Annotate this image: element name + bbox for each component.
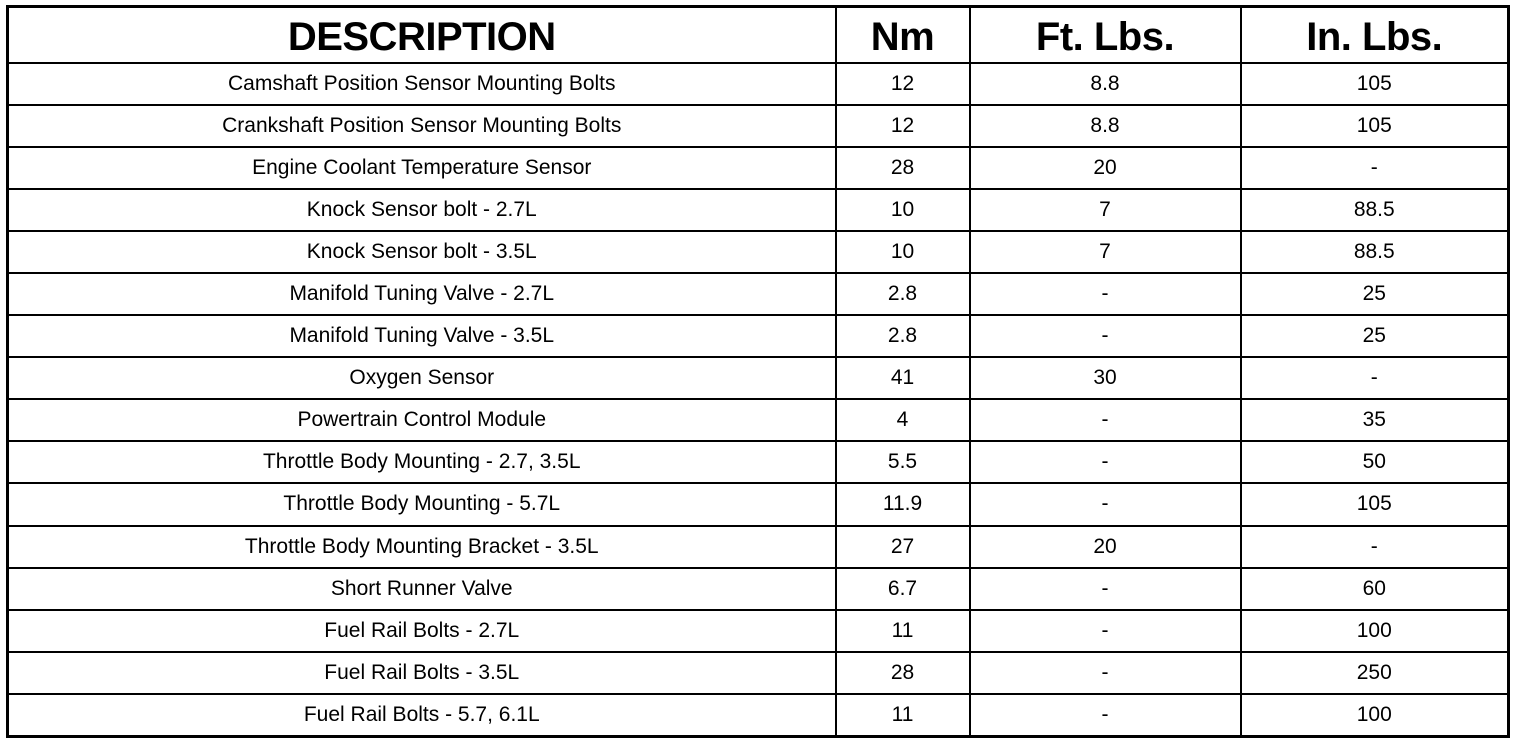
table-row xyxy=(8,526,1509,568)
cell-description: Fuel Rail Bolts - 2.7L xyxy=(8,610,836,652)
cell-in-lbs: 250 xyxy=(1241,652,1509,694)
table-row xyxy=(8,315,1509,357)
cell-description: Fuel Rail Bolts - 5.7, 6.1L xyxy=(8,694,836,737)
cell-in-lbs: 105 xyxy=(1241,63,1509,105)
cell-ft-lbs: - xyxy=(970,610,1241,652)
cell-ft-lbs: - xyxy=(970,568,1241,610)
cell-in-lbs: - xyxy=(1241,526,1509,568)
cell-in-lbs: 25 xyxy=(1241,315,1509,357)
table-row xyxy=(8,63,1509,105)
cell-description: Powertrain Control Module xyxy=(8,399,836,441)
cell-ft-lbs: 7 xyxy=(970,231,1241,273)
cell-in-lbs: 35 xyxy=(1241,399,1509,441)
cell-description: Camshaft Position Sensor Mounting Bolts xyxy=(8,63,836,105)
table-row xyxy=(8,231,1509,273)
cell-nm: 2.8 xyxy=(836,273,970,315)
cell-in-lbs: 88.5 xyxy=(1241,189,1509,231)
cell-description: Manifold Tuning Valve - 2.7L xyxy=(8,273,836,315)
cell-ft-lbs: 8.8 xyxy=(970,105,1241,147)
table-row xyxy=(8,441,1509,483)
cell-nm: 11 xyxy=(836,694,970,737)
table-row xyxy=(8,652,1509,694)
table-row xyxy=(8,147,1509,189)
cell-nm: 28 xyxy=(836,652,970,694)
cell-nm: 10 xyxy=(836,189,970,231)
cell-nm: 11.9 xyxy=(836,483,970,525)
cell-ft-lbs: - xyxy=(970,399,1241,441)
header-ft-lbs: Ft. Lbs. xyxy=(970,7,1241,64)
table-row xyxy=(8,694,1509,737)
cell-in-lbs: 100 xyxy=(1241,610,1509,652)
cell-ft-lbs: 20 xyxy=(970,526,1241,568)
cell-description: Manifold Tuning Valve - 3.5L xyxy=(8,315,836,357)
cell-nm: 4 xyxy=(836,399,970,441)
table-row xyxy=(8,189,1509,231)
header-nm: Nm xyxy=(836,7,970,64)
table-body xyxy=(8,63,1509,737)
cell-ft-lbs: - xyxy=(970,652,1241,694)
cell-in-lbs: 88.5 xyxy=(1241,231,1509,273)
cell-ft-lbs: - xyxy=(970,315,1241,357)
cell-nm: 10 xyxy=(836,231,970,273)
table-row xyxy=(8,610,1509,652)
cell-in-lbs: 50 xyxy=(1241,441,1509,483)
table-row xyxy=(8,357,1509,399)
cell-description: Short Runner Valve xyxy=(8,568,836,610)
cell-in-lbs: 60 xyxy=(1241,568,1509,610)
cell-nm: 5.5 xyxy=(836,441,970,483)
torque-spec-table xyxy=(6,5,1510,738)
cell-ft-lbs: 7 xyxy=(970,189,1241,231)
cell-ft-lbs: 8.8 xyxy=(970,63,1241,105)
cell-nm: 6.7 xyxy=(836,568,970,610)
header-description: DESCRIPTION xyxy=(8,7,836,64)
cell-ft-lbs: 20 xyxy=(970,147,1241,189)
cell-ft-lbs: 30 xyxy=(970,357,1241,399)
cell-in-lbs: 105 xyxy=(1241,483,1509,525)
header-in-lbs: In. Lbs. xyxy=(1241,7,1509,64)
table-row xyxy=(8,568,1509,610)
cell-in-lbs: - xyxy=(1241,357,1509,399)
cell-description: Fuel Rail Bolts - 3.5L xyxy=(8,652,836,694)
cell-in-lbs: 100 xyxy=(1241,694,1509,737)
cell-ft-lbs: - xyxy=(970,441,1241,483)
cell-ft-lbs: - xyxy=(970,694,1241,737)
torque-spec-sheet xyxy=(6,5,1507,738)
table-row xyxy=(8,105,1509,147)
cell-ft-lbs: - xyxy=(970,273,1241,315)
cell-description: Crankshaft Position Sensor Mounting Bolts xyxy=(8,105,836,147)
cell-nm: 12 xyxy=(836,63,970,105)
cell-nm: 11 xyxy=(836,610,970,652)
cell-in-lbs: 25 xyxy=(1241,273,1509,315)
cell-ft-lbs: - xyxy=(970,483,1241,525)
cell-nm: 41 xyxy=(836,357,970,399)
cell-in-lbs: 105 xyxy=(1241,105,1509,147)
cell-description: Engine Coolant Temperature Sensor xyxy=(8,147,836,189)
cell-description: Knock Sensor bolt - 3.5L xyxy=(8,231,836,273)
cell-description: Throttle Body Mounting - 2.7, 3.5L xyxy=(8,441,836,483)
cell-in-lbs: - xyxy=(1241,147,1509,189)
table-row xyxy=(8,273,1509,315)
table-row xyxy=(8,483,1509,525)
cell-nm: 2.8 xyxy=(836,315,970,357)
cell-description: Throttle Body Mounting - 5.7L xyxy=(8,483,836,525)
cell-nm: 27 xyxy=(836,526,970,568)
cell-nm: 28 xyxy=(836,147,970,189)
cell-nm: 12 xyxy=(836,105,970,147)
table-row xyxy=(8,399,1509,441)
cell-description: Knock Sensor bolt - 2.7L xyxy=(8,189,836,231)
cell-description: Oxygen Sensor xyxy=(8,357,836,399)
header-row xyxy=(8,7,1509,64)
cell-description: Throttle Body Mounting Bracket - 3.5L xyxy=(8,526,836,568)
